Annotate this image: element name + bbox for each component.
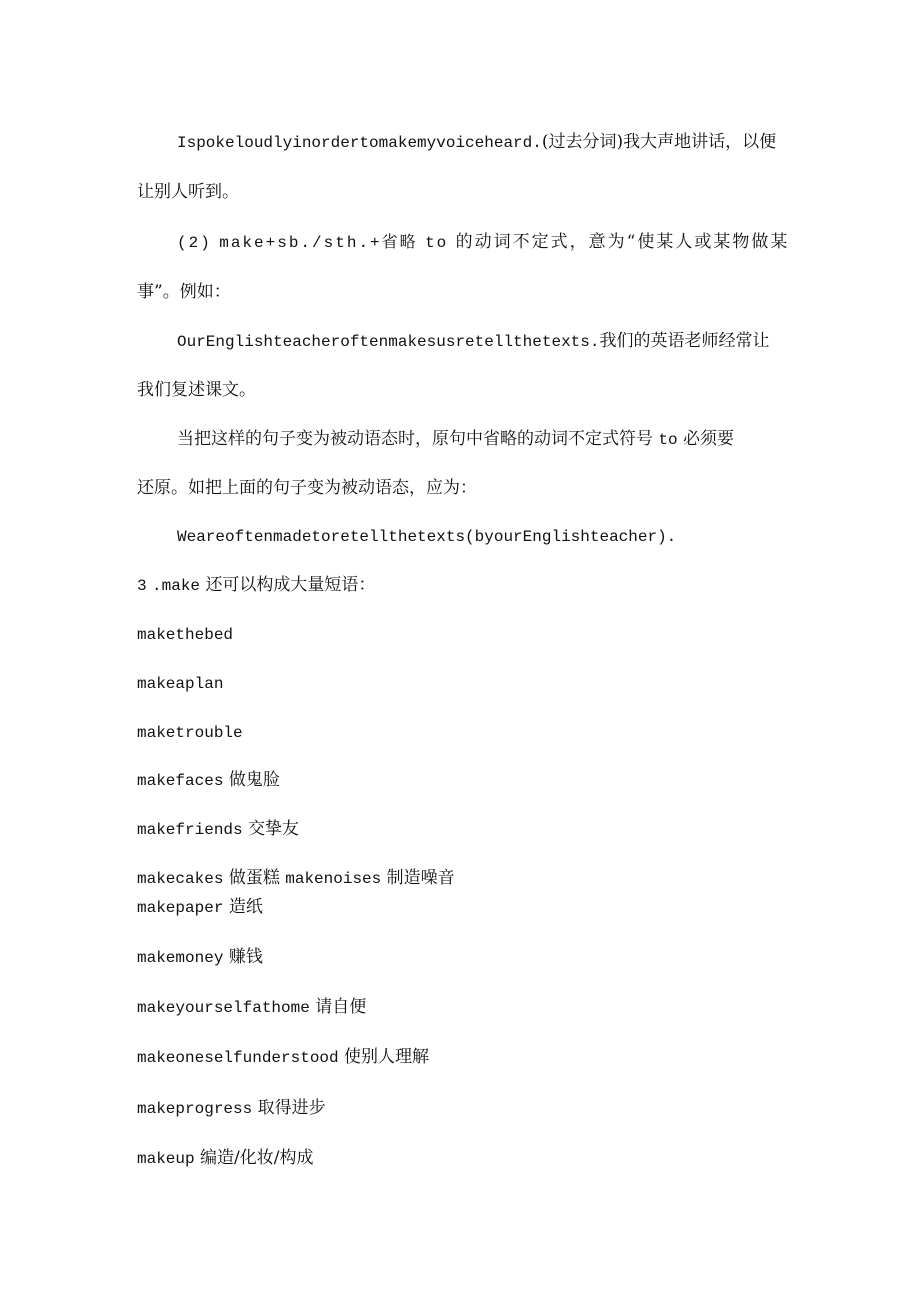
- phrase-english: makemoney: [137, 949, 224, 967]
- phrase-item: [137, 1146, 313, 1171]
- phrase-item: [137, 817, 299, 842]
- sentence-example-2: [177, 329, 769, 354]
- sentence-example-2-cont: [137, 378, 256, 402]
- passive-example: [177, 524, 676, 549]
- example-english: OurEnglishteacheroftenmakesusretellthetexts.: [177, 333, 600, 351]
- phrase-chinese: 请自便: [315, 997, 367, 1017]
- section-keyword: .make: [152, 577, 201, 595]
- phrase-item: [137, 622, 233, 647]
- phrase-english: makenoises: [285, 870, 382, 888]
- phrase-chinese: 做鬼脸: [228, 770, 280, 790]
- example-chinese: (过去分词)我大声地讲话，以便: [541, 132, 777, 152]
- rule-2-heading-cont: [137, 280, 231, 304]
- phrase-chinese: 编造/化妆/构成: [200, 1148, 314, 1168]
- sentence-example-1-cont: [137, 180, 239, 204]
- note-text: 当把这样的句子变为被动语态时，原句中省略的动词不定式符号: [177, 429, 653, 449]
- text-continuation: 事”。例如：: [137, 282, 231, 302]
- section-3-heading: [137, 573, 375, 598]
- phrase-english: makeaplan: [137, 675, 224, 693]
- to-marker: to: [425, 234, 449, 252]
- section-number: 3: [137, 577, 147, 595]
- phrase-english: makecakes: [137, 870, 224, 888]
- to-marker: to: [658, 431, 678, 449]
- phrase-chinese: 做蛋糕: [228, 868, 280, 888]
- phrase-chinese: 取得进步: [257, 1098, 326, 1118]
- rule-number: (2): [177, 234, 212, 252]
- phrase-item: [137, 995, 366, 1020]
- example-english: Ispokeloudlyinordertomakemyvoiceheard.: [177, 134, 542, 152]
- text-continuation: 让别人听到。: [137, 182, 239, 202]
- phrase-item: [137, 1096, 326, 1121]
- phrase-chinese: 交挚友: [248, 819, 300, 839]
- phrase-english: makeyourselfathome: [137, 999, 310, 1017]
- phrase-item: [137, 866, 455, 891]
- rule-2-heading: [177, 230, 789, 255]
- text-continuation: 还原。如把上面的句子变为被动语态，应为：: [137, 478, 477, 498]
- phrase-item: [137, 1045, 429, 1070]
- phrase-english: makefaces: [137, 772, 224, 790]
- example-chinese: 我们的英语老师经常让: [599, 331, 770, 351]
- rule-formula: make+sb./sth.+省略: [219, 234, 418, 252]
- note-text-end: 必须要: [683, 429, 735, 449]
- phrase-chinese: 制造噪音: [386, 868, 455, 888]
- phrase-item: [137, 945, 263, 970]
- phrase-english: makethebed: [137, 626, 234, 644]
- phrase-english: makepaper: [137, 899, 224, 917]
- passive-voice-note-cont: [137, 476, 477, 500]
- phrase-english: makeoneselfunderstood: [137, 1049, 339, 1067]
- phrase-chinese: 使别人理解: [344, 1047, 430, 1067]
- passive-voice-note: [177, 427, 734, 452]
- text-continuation: 我们复述课文。: [137, 380, 256, 400]
- phrase-chinese: 赚钱: [228, 947, 263, 967]
- phrase-english: makefriends: [137, 821, 243, 839]
- phrase-english: makeprogress: [137, 1100, 253, 1118]
- section-title: 还可以构成大量短语：: [205, 575, 376, 595]
- phrase-item: [137, 895, 263, 920]
- phrase-item: [137, 671, 223, 696]
- phrase-item: [137, 768, 280, 793]
- phrase-english: maketrouble: [137, 724, 243, 742]
- sentence-example-1: [177, 130, 776, 155]
- example-english: Weareoftenmadetoretellthetexts(byourEnglishteacher).: [177, 528, 677, 546]
- phrase-chinese: 造纸: [228, 897, 263, 917]
- rule-description: 的动词不定式，意为“使某人或某物做某: [455, 232, 790, 252]
- phrase-english: makeup: [137, 1150, 195, 1168]
- phrase-item: [137, 720, 243, 745]
